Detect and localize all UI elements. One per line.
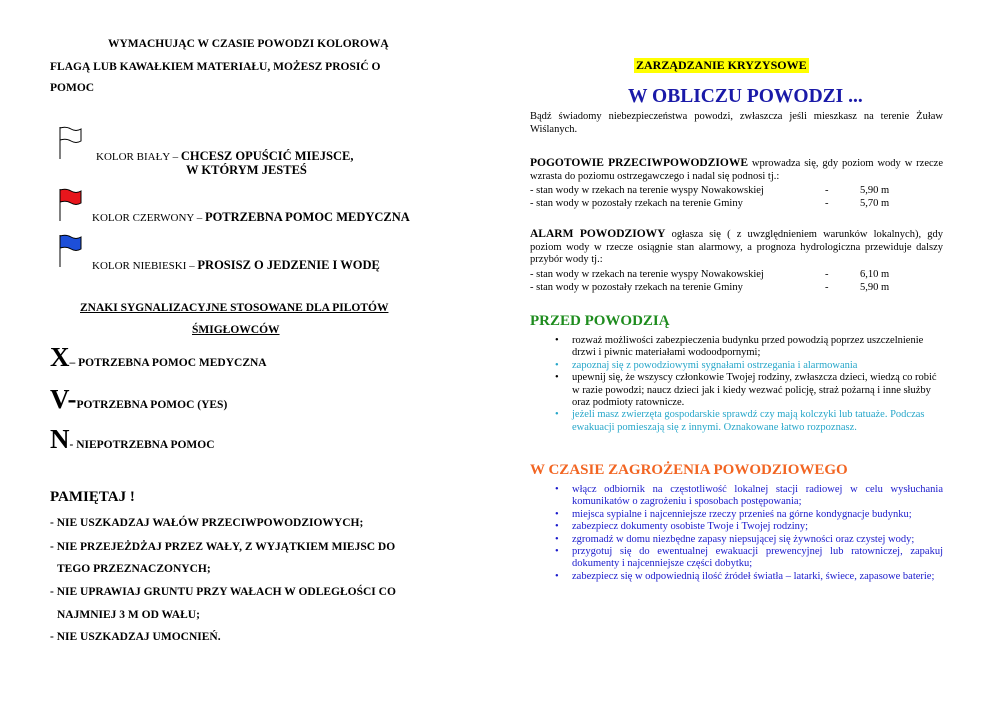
signal-v-text: POTRZEBNA POMOC (YES) (76, 399, 228, 411)
signal-x-letter: X (50, 342, 70, 372)
list-item: • zabezpiecz się w odpowiednią ilość źródeł światła – latarki, świece, zapasowe baterie; (530, 571, 943, 583)
alarm-row (530, 282, 910, 294)
flag-white-meaning: CHCESZ OPUŚCIĆ MIEJSCE, (180, 149, 354, 163)
intro-line-1: WYMACHUJĄC W CZASIE POWODZI KOLOROWĄ (108, 38, 389, 50)
signal-n-letter: N (50, 424, 70, 454)
flag-red-row (92, 210, 410, 225)
row-label: - stan wody w rzekach na terenie wyspy Nowakowskiej (530, 185, 764, 196)
signals-heading-2: ŚMIGŁOWCÓW (192, 324, 280, 336)
row-value: 5,90 m (860, 185, 890, 196)
signal-n-text: - NIEPOTRZEBNA POMOC (69, 439, 215, 451)
signal-x (50, 342, 267, 373)
intro-line-3: POMOC (50, 82, 95, 94)
signal-x-text: – POTRZEBNA POMOC MEDYCZNA (69, 357, 267, 369)
alarm-rows (530, 269, 930, 295)
flag-white-row (96, 149, 353, 164)
row-dash: - (825, 198, 829, 209)
list-item: • rozważ możliwości zabezpieczenia budynku przed powodzią poprzez uszczelnienie drzwi i piwnic materiałami wodoodpornymi; (530, 335, 943, 360)
pogotowie-row (530, 185, 910, 197)
list-item: • zapoznaj się z powodziowymi sygnałami ostrzegania i alarmowania (530, 360, 943, 372)
pogotowie-rows (530, 185, 930, 211)
row-value: 6,10 m (860, 269, 890, 280)
pogotowie-row (530, 198, 910, 210)
white-flag-icon (58, 126, 84, 165)
remember-line-3: TEGO PRZEZNACZONYCH; (57, 563, 211, 575)
row-dash: - (825, 269, 829, 280)
blue-flag-icon (58, 234, 84, 273)
list-item: • upewnij się, że wszyscy członkowie Twojej rodziny, zwłaszcza dzieci, wiedzą co robić w razie powodzi; naucz dzieci jak i kiedy wezwać policję, straż pożarną i inne służby oraz podmioty ratownicze. (530, 372, 943, 409)
pogotowie-block (530, 157, 943, 183)
row-value: 5,90 m (860, 282, 890, 293)
pogotowie-title: POGOTOWIE PRZECIWPOWODZIOWE (530, 157, 748, 169)
remember-line-1: - NIE USZKADZAJ WAŁÓW PRZECIWPOWODZIOWYCH; (50, 517, 364, 529)
banner: ZARZĄDZANIE KRYZYSOWE (636, 58, 807, 72)
remember-heading: PAMIĘTAJ ! (50, 489, 135, 505)
flag-red-label: KOLOR CZERWONY – (92, 212, 203, 224)
flag-blue-meaning: PROSISZ O JEDZENIE I WODĘ (197, 258, 380, 272)
list-item: • miejsca sypialne i najcenniejsze rzeczy przenieś na górne kondygnacje budynku; (530, 509, 943, 521)
flag-blue-label: KOLOR NIEBIESKI – (92, 260, 195, 272)
list-item: • jeżeli masz zwierzęta gospodarskie sprawdź czy mają kolczyki lub tatuaże. Podczas ewakuacji pomieszają się z innymi. Oznakowane łatwo rozpoznasz. (530, 409, 943, 434)
during-list (530, 484, 943, 583)
before-list (530, 335, 943, 434)
flag-white-row-2 (186, 163, 307, 178)
signal-v (50, 384, 227, 415)
red-flag-icon (58, 188, 84, 227)
remember-line-2: - NIE PRZEJEŻDŻAJ PRZEZ WAŁY, Z WYJĄTKIEM MIEJSC DO (50, 541, 396, 553)
flag-red-meaning: POTRZEBNA POMOC MEDYCZNA (204, 210, 410, 224)
list-item: • przygotuj się do ewentualnej ewakuacji prewencyjnej lub ratowniczej, zapakuj dokumenty i najcenniejsze części dobytku; (530, 546, 943, 571)
remember-line-5: NAJMNIEJ 3 M OD WAŁU; (57, 609, 200, 621)
signal-v-letter: V- (50, 384, 77, 414)
row-dash: - (825, 185, 829, 196)
list-item: • włącz odbiornik na częstotliwość lokalnej stacji radiowej w celu wysłuchania komunikatów o zagrożeniu i sposobach postępowania; (530, 484, 943, 509)
row-dash: - (825, 282, 829, 293)
during-heading: W CZASIE ZAGROŻENIA POWODZIOWEGO (530, 462, 848, 478)
pogotowie-text: wprowadza się, gdy poziom wody w rzecze wzrasta do poziomu ostrzegawczego i nadal się podnosi tj.: (530, 158, 943, 182)
alarm-title: ALARM POWODZIOWY (530, 228, 666, 240)
signal-n (50, 424, 215, 455)
alarm-text: ogłasza się ( z uwzględnieniem warunków lokalnych), gdy poziom wody w rzecze osiągnie stan alarmowy, a prognoza hydrologiczna przewiduje dalszy przybór wody tj.: (530, 229, 943, 265)
flag-blue-row (92, 258, 380, 273)
list-item: • zgromadź w domu niezbędne zapasy niepsującej się żywności oraz czystej wody; (530, 534, 943, 546)
row-label: - stan wody w pozostały rzekach na terenie Gminy (530, 282, 743, 293)
alarm-row (530, 269, 910, 281)
page-title: W OBLICZU POWODZI ... (628, 86, 863, 107)
row-label: - stan wody w rzekach na terenie wyspy Nowakowskiej (530, 269, 764, 280)
flag-white-label: KOLOR BIAŁY – (96, 151, 179, 163)
signals-heading-1: ZNAKI SYGNALIZACYJNE STOSOWANE DLA PILOTÓW (80, 302, 389, 314)
row-label: - stan wody w pozostały rzekach na terenie Gminy (530, 198, 743, 209)
list-item: • zabezpiecz dokumenty osobiste Twoje i Twojej rodziny; (530, 521, 943, 533)
remember-line-4: - NIE UPRAWIAJ GRUNTU PRZY WAŁACH W ODLEGŁOŚCI CO (50, 586, 396, 598)
remember-line-6: - NIE USZKADZAJ UMOCNIEŃ. (50, 631, 221, 643)
row-value: 5,70 m (860, 198, 890, 209)
before-heading: PRZED POWODZIĄ (530, 313, 670, 329)
intro-paragraph: Bądź świadomy niebezpieczeństwa powodzi, zwłaszcza jeśli mieszkasz na terenie Żuław Wiślanych. (530, 111, 943, 135)
alarm-block (530, 228, 943, 267)
intro-line-2: FLAGĄ LUB KAWAŁKIEM MATERIAŁU, MOŻESZ PROSIĆ O (50, 61, 381, 73)
flag-white-meaning-2: W KTÓRYM JESTEŚ (186, 163, 307, 177)
